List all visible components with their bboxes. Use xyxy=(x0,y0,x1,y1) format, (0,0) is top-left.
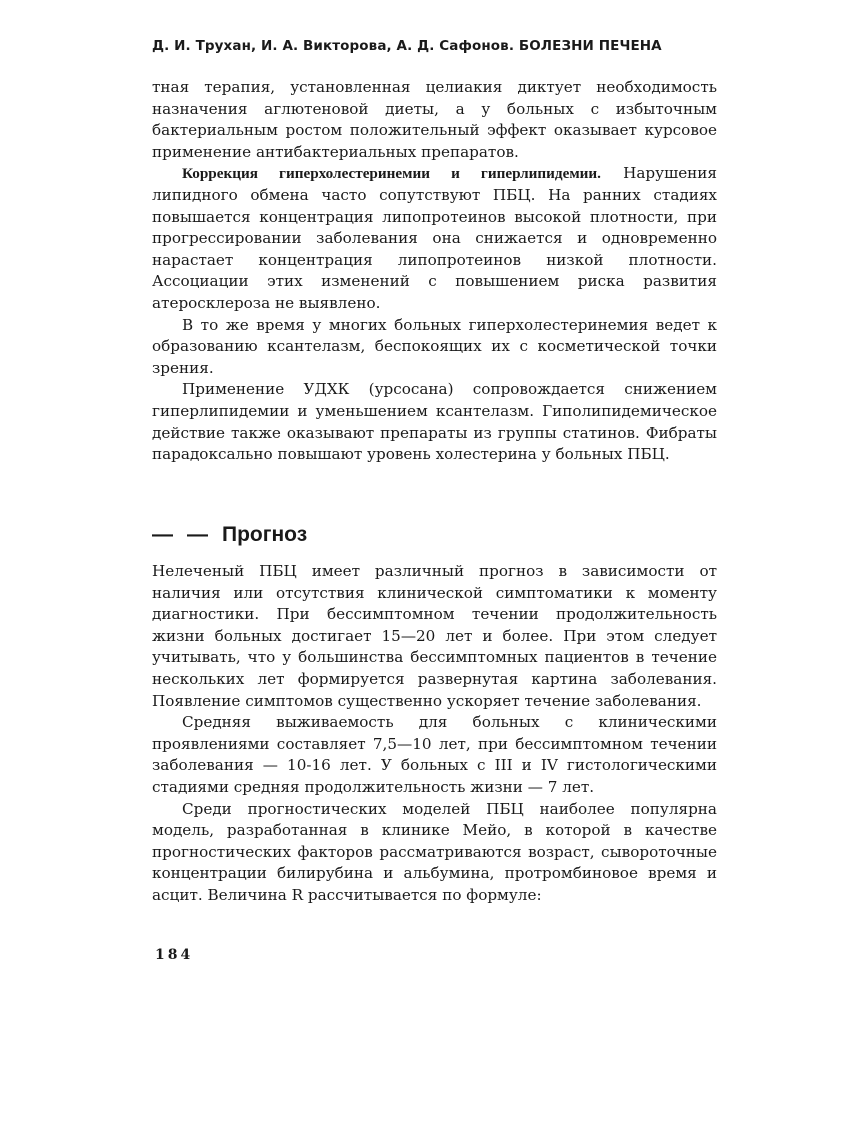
body-text-section-2 xyxy=(152,561,717,907)
paragraph-text: Нарушения липидного обмена часто сопутствуют ПБЦ. На ранних стадиях повышается концентрация липопротеинов высокой плотности, при прогрессировании заболевания она снижается и одновременно нарастает концентрация липопротеинов низкой плотности. Ассоциации этих изменений с повышением риска развития атеросклероза не выявлено. xyxy=(152,164,718,312)
heading-dash: — xyxy=(152,523,173,546)
section-heading xyxy=(152,520,307,550)
heading-dash: — xyxy=(187,523,208,546)
run-in-heading: Коррекция гиперхолестеринемии и гиперлипидемии. xyxy=(182,165,601,183)
section-title: Прогноз xyxy=(222,523,308,546)
paragraph: Среди прогностических моделей ПБЦ наиболее популярна модель, разработанная в клинике Мейо, в которой в качестве прогностических факторов рассматриваются возраст, сывороточные концентрации билирубина и альбумина, протромбиновое время и асцит. Величина R рассчитывается по формуле: xyxy=(152,799,717,904)
body-text-section-1 xyxy=(152,77,717,466)
running-header: Д. И. Трухан, И. А. Викторова, А. Д. Сафонов. БОЛЕЗНИ ПЕЧЕНА xyxy=(152,38,662,54)
paragraph: Средняя выживаемость для больных с клиническими проявлениями составляет 7,5—10 лет, при бессимптомном течении заболевания — 10-16 лет. У больных с III и IV гистологическими стадиями средняя продолжительность жизни — 7 лет. xyxy=(152,713,717,796)
paragraph xyxy=(152,163,717,314)
paragraph: тная терапия, установленная целиакия диктует необходимость назначения аглютеновой диеты, а у больных с избыточным бактериальным ростом положительный эффект оказывает курсовое применение антибактериальных препаратов. xyxy=(152,78,717,161)
paragraph: Нелеченый ПБЦ имеет различный прогноз в зависимости от наличия или отсутствия клинической симптоматики к моменту диагностики. При бессимптомном течении продолжительность жизни больных достигает 15—20 лет и более. При этом следует учитывать, что у большинства бессимптомных пациентов в течение нескольких лет формируется развернутая картина заболевания. Появление симптомов существенно ускоряет течение заболевания. xyxy=(152,562,717,710)
paragraph: Применение УДХК (урсосана) сопровождается снижением гиперлипидемии и уменьшением ксантелазм. Гиполипидемическое действие также оказывают препараты из группы статинов. Фибраты парадоксально повышают уровень холестерина у больных ПБЦ. xyxy=(152,380,717,464)
page-number: 184 xyxy=(155,947,194,963)
paragraph: В то же время у многих больных гиперхолестеринемия ведет к образованию ксантелазм, беспокоящих их с косметической точки зрения. xyxy=(152,315,717,377)
